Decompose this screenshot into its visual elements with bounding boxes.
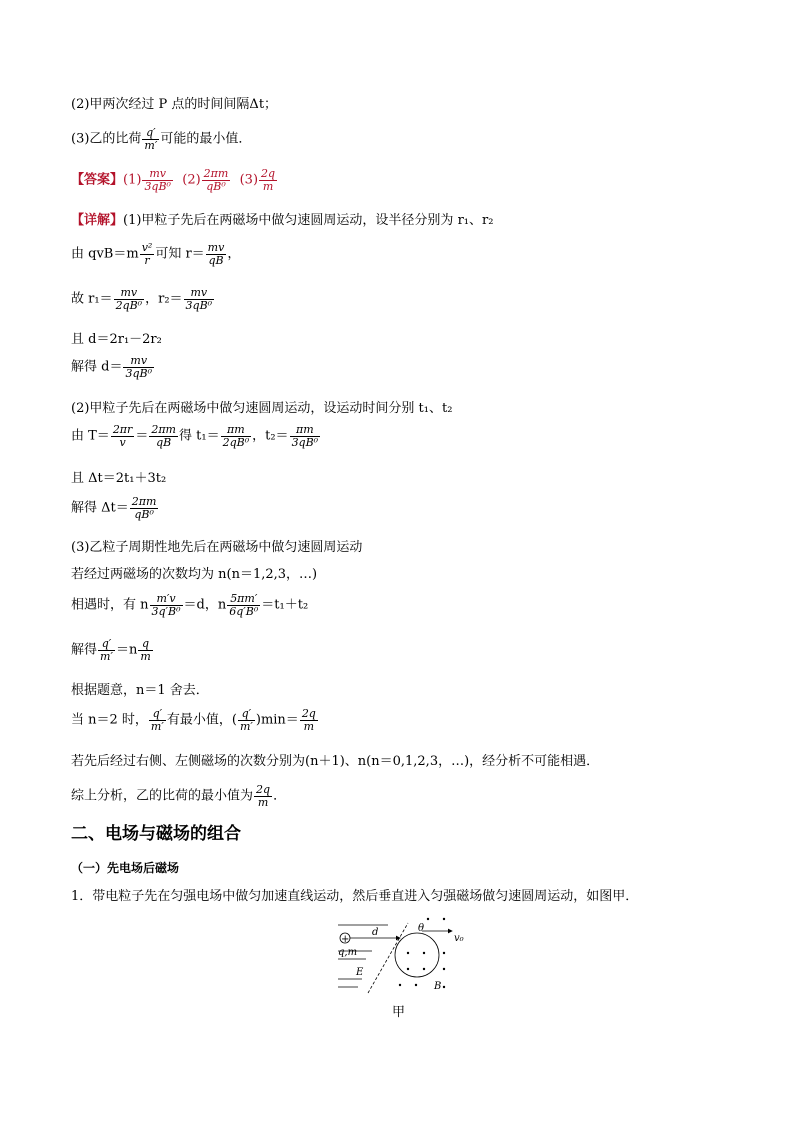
figure-jia <box>330 913 470 1003</box>
label-B: B <box>434 981 442 992</box>
fraction: $\frac{mv}{\text{3qB⁰}}$ <box>144 167 171 193</box>
detail-line-17: 综上分析，乙的比荷的最小值为 $\frac{2q}{m}$ ． <box>71 783 287 809</box>
fraction: $\frac{m'v}{\text{3q′B⁰}}$ <box>151 592 181 618</box>
question-2: (2)甲两次经过 P 点的时间间隔Δt； <box>71 97 278 112</box>
detail-line-8: 且 Δt＝2t₁＋3t₂ <box>71 471 167 486</box>
fraction: $\frac{\pi m}{\text{3qB⁰}}$ <box>291 423 319 449</box>
section-title: 二、电场与磁场的组合 <box>71 824 241 844</box>
fraction: $\frac{q'}{m'}$ <box>150 707 164 733</box>
detail-line-13: 解得 $\frac{q'}{m'}$ ＝n $\frac{q}{m}$ <box>71 637 151 663</box>
fraction: $\frac{mv}{\text{3qB⁰}}$ <box>185 286 213 312</box>
detail-line-6: (2)甲粒子先后在两磁场中做匀速圆周运动，设运动时间分别 t₁、t₂ <box>71 401 453 416</box>
question-3: (3)乙的比荷 $\frac{q'}{m'}$ 可能的最小值． <box>71 126 252 152</box>
figure-caption: 甲 <box>392 1005 406 1020</box>
label-theta: θ <box>418 923 425 934</box>
label-d: d <box>372 927 379 938</box>
fraction: $\frac{\pi m}{\text{2qB⁰}}$ <box>222 423 250 449</box>
fraction: $\frac{q}{m}$ <box>140 637 151 663</box>
fraction: $\frac{\text{v²}}{r}$ <box>141 241 153 267</box>
fraction: $\frac{q'}{m'}$ <box>144 126 158 152</box>
fraction: $\frac{2\pi m}{\text{qB⁰}}$ <box>131 495 157 521</box>
fraction: $\frac{2\pi m}{\text{qB⁰}}$ <box>203 167 229 193</box>
fraction: $\frac{2\pi r}{v}$ <box>112 423 133 449</box>
fraction: $\frac{2\pi m}{qB}$ <box>151 423 176 449</box>
subsection-title: （一）先电场后磁场 <box>71 861 180 875</box>
detail-line-12: 相遇时，有 n $\frac{m'v}{\text{3q′B⁰}}$ ＝d，n $\frac{5\pi m'}{\text{6q′B⁰}}$ ＝t₁＋t₂ <box>71 592 309 618</box>
fraction: $\frac{q'}{m'}$ <box>100 637 113 663</box>
detail-line-11: 若经过两磁场的次数均为 n(n＝1,2,3，…) <box>71 567 318 582</box>
detail-line-1: 【详解】(1)甲粒子先后在两磁场中做匀速圆周运动，设半径分别为 r₁、r₂ <box>71 213 494 228</box>
detail-line-4: 且 d＝2r₁－2r₂ <box>71 332 162 347</box>
plus-label: + <box>341 934 350 945</box>
detail-line-15: 当 n＝2 时， $\frac{q'}{m'}$ 有最小值，( $\frac{q'}{m'}$ )min＝ $\frac{2q}{m}$ <box>71 707 316 733</box>
item-1: 1．带电粒子先在匀强电场中做匀加速直线运动，然后垂直进入匀强磁场做匀速圆周运动，如图甲． <box>71 889 639 904</box>
detail-line-10: (3)乙粒子周期性地先后在两磁场中做匀速圆周运动 <box>71 540 363 555</box>
answer-line: 【答案】(1) $\frac{mv}{\text{3qB⁰}}$ (2) $\frac{2\pi m}{\text{qB⁰}}$ (3) $\frac{2q}{m}$ <box>71 167 276 193</box>
fraction: $\frac{5\pi m'}{\text{6q′B⁰}}$ <box>229 592 259 618</box>
fraction: $\frac{mv}{\text{2qB⁰}}$ <box>115 286 143 312</box>
detail-line-5: 解得 d＝ $\frac{mv}{\text{3qB⁰}}$ <box>71 354 153 380</box>
detail-line-7: 由 T＝ $\frac{2\pi r}{v}$ ＝ $\frac{2\pi m}{qB}$ 得 t₁＝ $\frac{\pi m}{\text{2qB⁰}}$ ，t₂＝ $\frac{\pi m}{\text{3qB⁰}}$ <box>71 423 319 449</box>
detail-line-2: 由 qvB＝m $\frac{\text{v²}}{r}$ 可知 r＝ $\frac{mv}{qB}$ ， <box>71 241 241 267</box>
fraction: $\frac{2q}{m}$ <box>256 783 271 809</box>
label-v0: v₀ <box>454 933 464 944</box>
detail-line-14: 根据题意，n＝1 舍去． <box>71 683 209 698</box>
fraction: $\frac{2q}{m}$ <box>261 167 276 193</box>
label-E: E <box>356 967 364 978</box>
fraction: $\frac{mv}{\text{3qB⁰}}$ <box>125 354 153 380</box>
fraction: $\frac{mv}{qB}$ <box>207 241 225 267</box>
detail-line-9: 解得 Δt＝ $\frac{2\pi m}{\text{qB⁰}}$ <box>71 495 157 521</box>
fraction: $\frac{2q}{m}$ <box>301 707 316 733</box>
fraction: $\frac{q'}{m'}$ <box>239 707 253 733</box>
label-qm: q,m <box>338 947 358 958</box>
detail-line-3: 故 r₁＝ $\frac{mv}{\text{2qB⁰}}$ ，r₂＝ $\frac{mv}{\text{3qB⁰}}$ <box>71 286 213 312</box>
detail-line-16: 若先后经过右侧、左侧磁场的次数分别为(n＋1)、n(n＝0,1,2,3，…)，经分析不可能相遇． <box>71 754 600 769</box>
